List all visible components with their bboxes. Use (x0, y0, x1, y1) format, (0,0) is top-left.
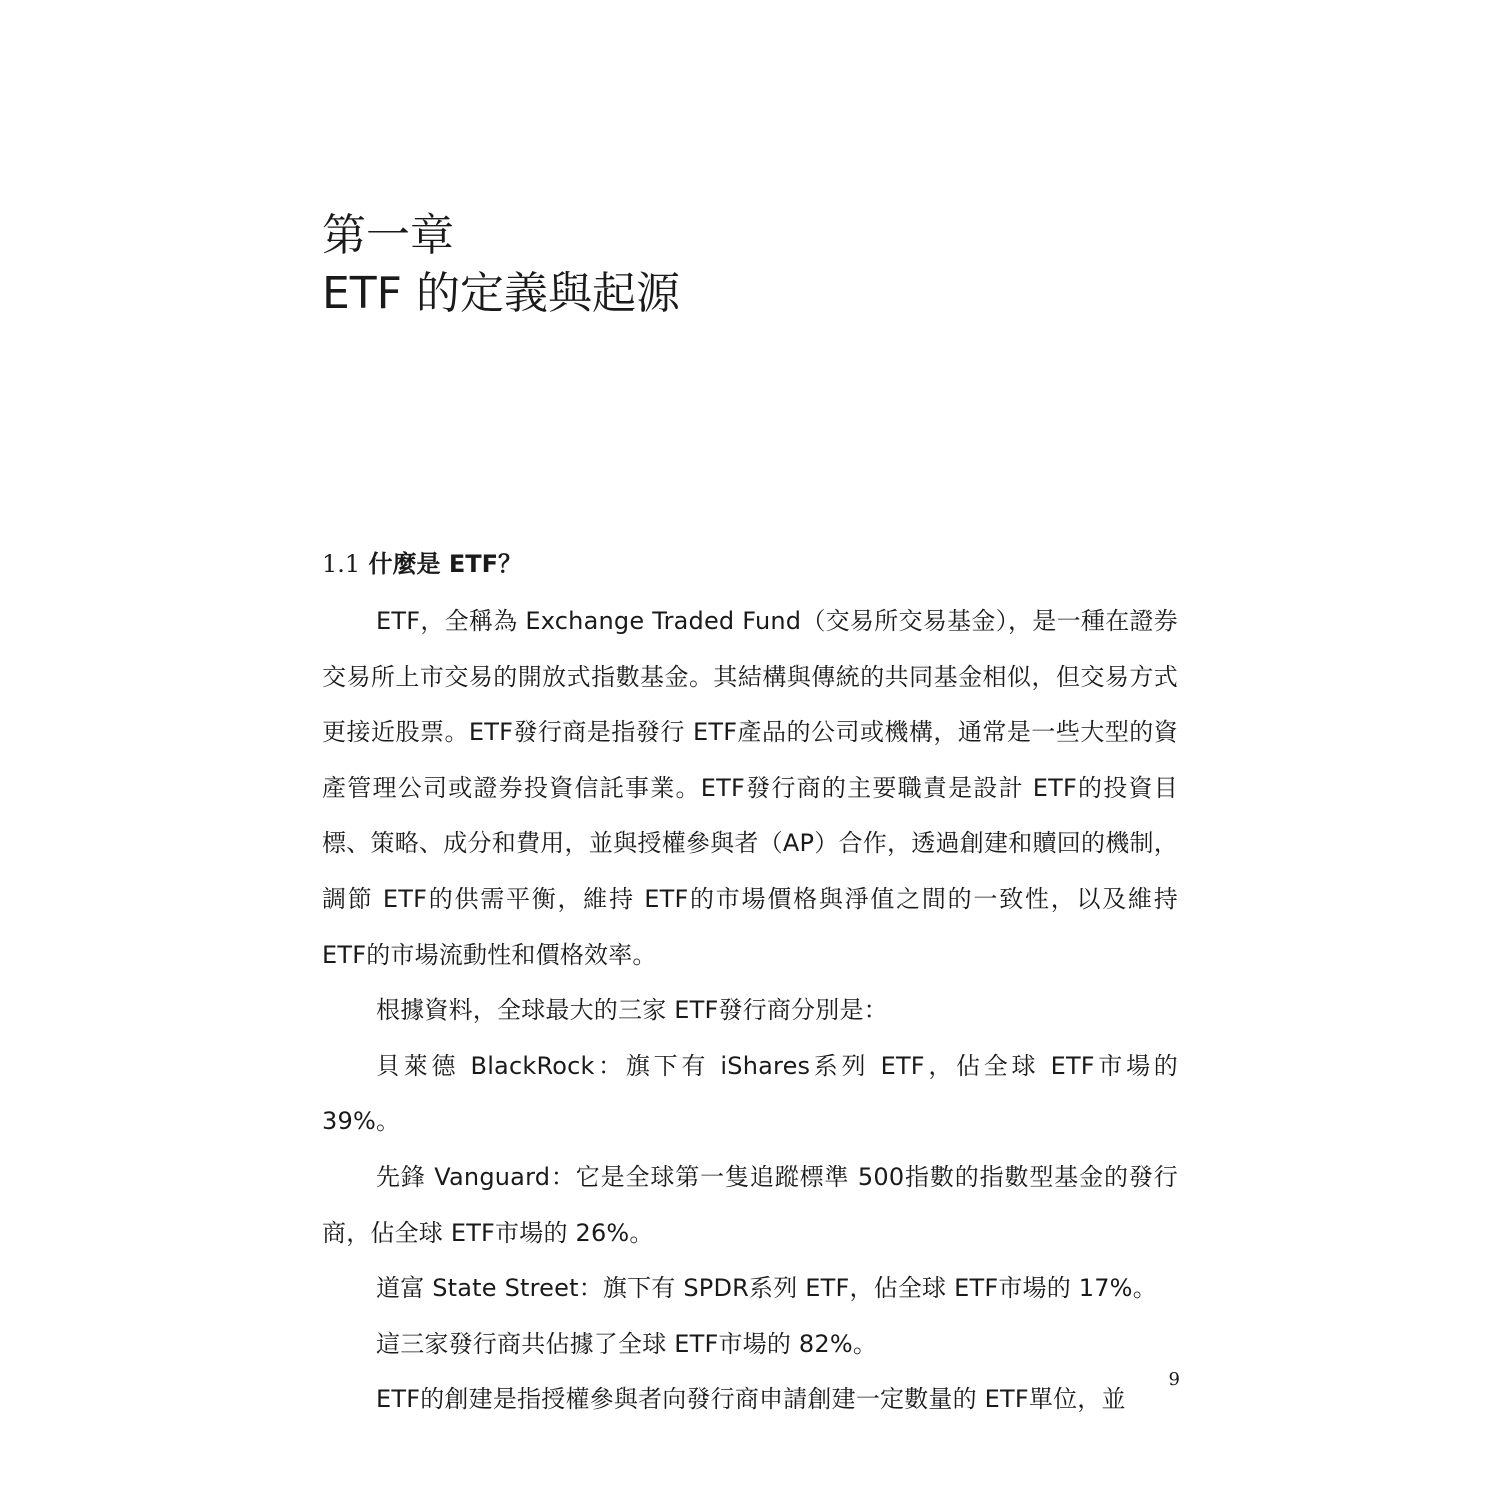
paragraph-creation: ETF的創建是指授權參與者向發行商申請創建一定數量的 ETF單位，並 (376, 1385, 1126, 1414)
chapter-title: ETF 的定義與起源 (322, 268, 680, 319)
paragraph-blackrock: 貝萊德 BlackRock：旗下有 iShares系列 ETF，佔全球 ETF市場的 39%。 (322, 1051, 1178, 1136)
body-text (322, 594, 1178, 1428)
paragraph-market-share-total: 這三家發行商共佔據了全球 ETF市場的 82%。 (376, 1329, 878, 1358)
section-title: 什麼是 ETF？ (368, 550, 523, 578)
paragraph-issuers-intro: 根據資料，全球最大的三家 ETF發行商分別是： (376, 996, 888, 1025)
chapter-label: 第一章 (322, 210, 454, 261)
section-heading (322, 546, 522, 582)
paragraph-state-street: 道富 State Street：旗下有 SPDR系列 ETF，佔全球 ETF市場的 17%。 (376, 1274, 1157, 1303)
section-number: 1.1 (322, 550, 361, 578)
page-number: 9 (1168, 1369, 1180, 1390)
paragraph-vanguard: 先鋒 Vanguard：它是全球第一隻追蹤標準 500指數的指數型基金的發行商，佔全球 ETF市場的 26%。 (322, 1162, 1178, 1247)
paragraph-definition: ETF，全稱為 Exchange Traded Fund（交易所交易基金），是一種在證券交易所上市交易的開放式指數基金。其結構與傳統的共同基金相似，但交易方式更接近股票。ETF發行商是指發行 ETF產品的公司或機構，通常是一些大型的資產管理公司或證券投資信託事業。ETF發行商的主要職責是設計 ETF的投資目標、策略、成分和費用，並與授權參與者（AP）合作，透過創建和贖回的機制，調節 ETF的供需平衡，維持 ETF的市場價格與淨值之間的一致性，以及維持 ETF的市場流動性和價格效率。 (322, 607, 1178, 969)
